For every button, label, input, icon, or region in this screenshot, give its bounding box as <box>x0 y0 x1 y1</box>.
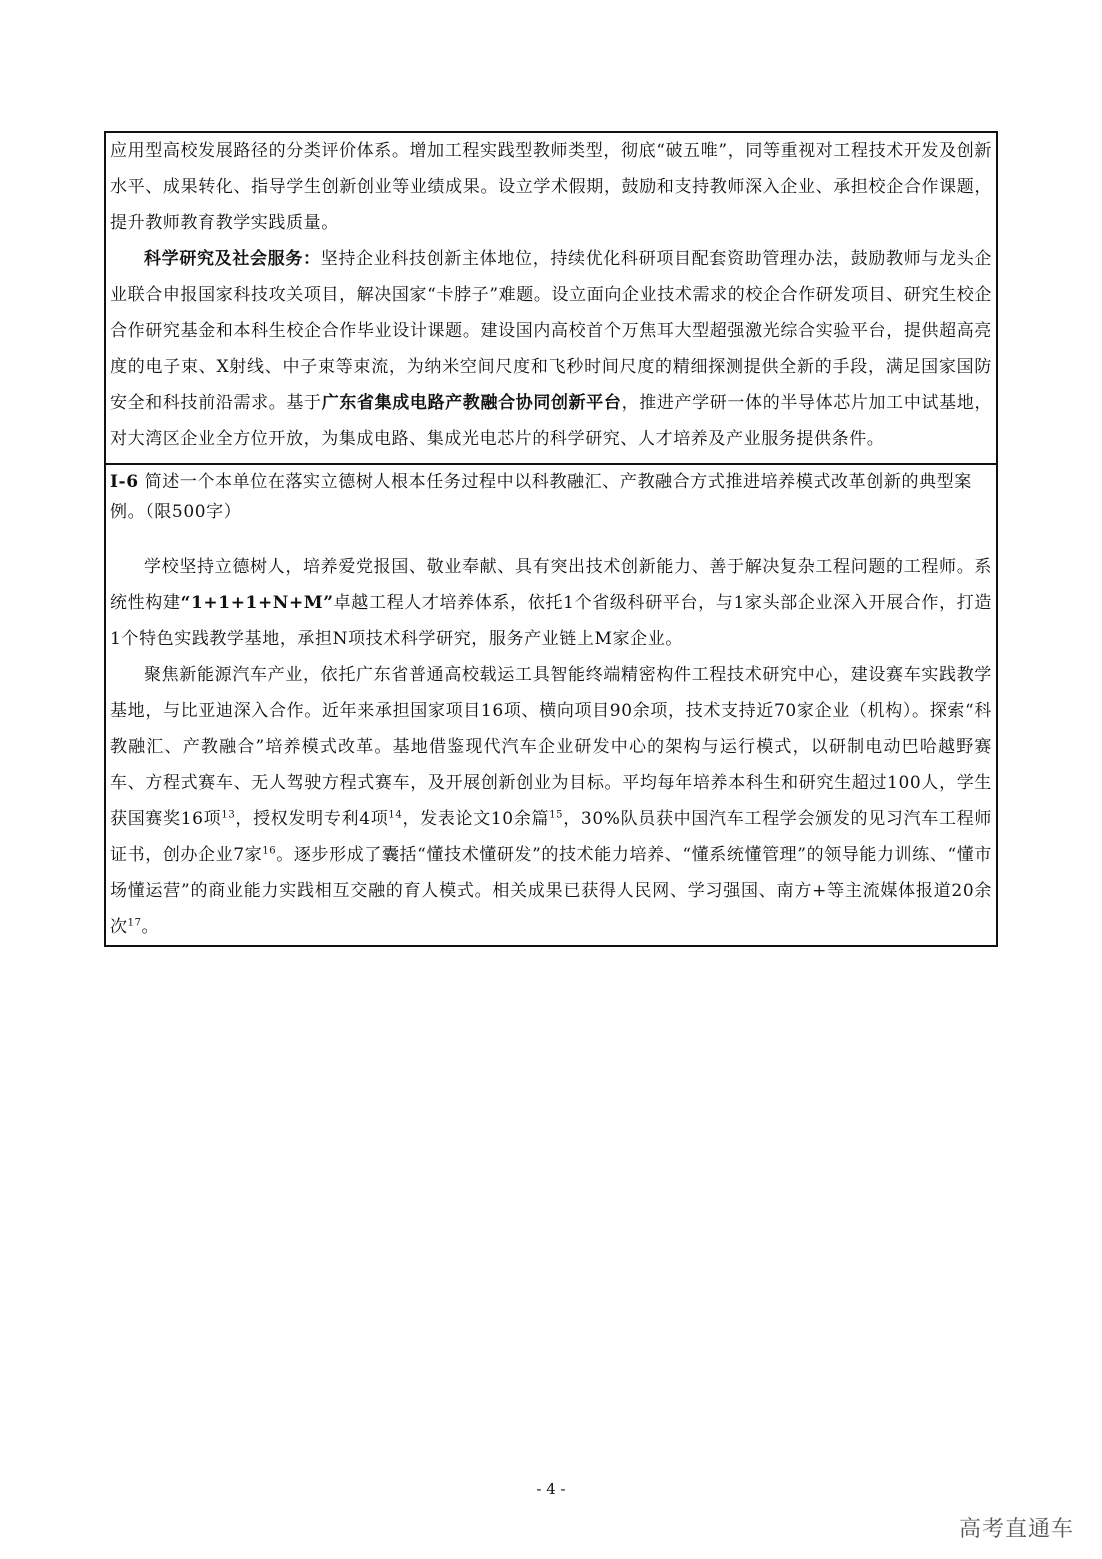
paragraph-talent-system: 学校坚持立德树人，培养爱党报国、敬业奉献、具有突出技术创新能力、善于解决复杂工程问题的工程师。系统性构建“1+1+1+N+M”卓越工程人才培养体系，依托1个省级科研平台，与1家头部企业深入开展合作，打造1个特色实践教学基地，承担N项技术科学研究，服务产业链上M家企业。 <box>110 557 992 649</box>
table-cell-i6 <box>106 467 996 945</box>
paragraph-research-service: 科学研究及社会服务：坚持企业科技创新主体地位，持续优化科研项目配套资助管理办法，鼓励教师与龙头企业联合申报国家科技攻关项目，解决国家“卡脖子”难题。设立面向企业技术需求的校企合作研发项目、研究生校企合作研究基金和本科生校企合作毕业设计课题。建设国内高校首个万焦耳大型超强激光综合实验平台，提供超高亮度的电子束、X射线、中子束等束流，为纳米空间尺度和飞秒时间尺度的精细探测提供全新的手段，满足国家国防安全和科技前沿需求。基于广东省集成电路产教融合协同创新平台，推进产学研一体的半导体芯片加工中试基地，对大湾区企业全方位开放，为集成电路、集成光电芯片的科学研究、人才培养及产业服务提供条件。 <box>110 249 992 449</box>
system-formula: “1+1+1+N+M” <box>180 593 334 613</box>
page-number: - 4 - <box>536 1480 566 1498</box>
footnote-ref: 14 <box>388 809 403 821</box>
paragraph-ev-case: 聚焦新能源汽车产业，依托广东省普通高校载运工具智能终端精密构件工程技术研究中心，建设赛车实践教学基地，与比亚迪深入合作。近年来承担国家项目16项、横向项目90余项，技术支持近70家企业（机构）。探索“科教融汇、产教融合”培养模式改革。基地借鉴现代汽车企业研发中心的架构与运行模式，以研制电动巴哈越野赛车、方程式赛车、无人驾驶方程式赛车，及开展创新创业为目标。平均每年培养本科生和研究生超过100人，学生获国赛奖16项$^{13}$，授权发明专利4项$^{14}$，发表论文10余篇$^{15}$，30%队员获中国汽车工程学会颁发的见习汽车工程师证书，创办企业7家$^{16}$。逐步形成了囊括“懂技术懂研发”的技术能力培养、“懂系统懂管理”的领导能力训练、“懂市场懂运营”的商业能力实践相互交融的育人模式。相关成果已获得人民网、学习强国、南方+等主流媒体报道20余次$^{17}$。 <box>110 665 992 937</box>
platform-name: 广东省集成电路产教融合协同创新平台 <box>321 393 622 413</box>
research-service-label: 科学研究及社会服务： <box>144 249 321 269</box>
question-number: I-6 <box>110 472 139 492</box>
footnote-ref: 17 <box>127 917 142 929</box>
footnote-ref: 15 <box>549 809 564 821</box>
footnote-ref: 13 <box>221 809 236 821</box>
question-text: 简述一个本单位在落实立德树人根本任务过程中以科教融汇、产教融合方式推进培养模式改革创新的典型案例。（限500字） <box>110 472 972 522</box>
paragraph-teacher-evaluation: 应用型高校发展路径的分类评价体系。增加工程实践型教师类型，彻底“破五唯”，同等重视对工程技术开发及创新水平、成果转化、指导学生创新创业等业绩成果。设立学术假期，鼓励和支持教师深入企业、承担校企合作课题，提升教师教育教学实践质量。 <box>110 141 992 233</box>
content-table <box>104 131 998 947</box>
table-cell-continued <box>106 133 996 465</box>
question-i6 <box>110 467 992 527</box>
footnote-ref: 16 <box>262 845 277 857</box>
watermark: 高考直通车 <box>958 1517 1074 1542</box>
